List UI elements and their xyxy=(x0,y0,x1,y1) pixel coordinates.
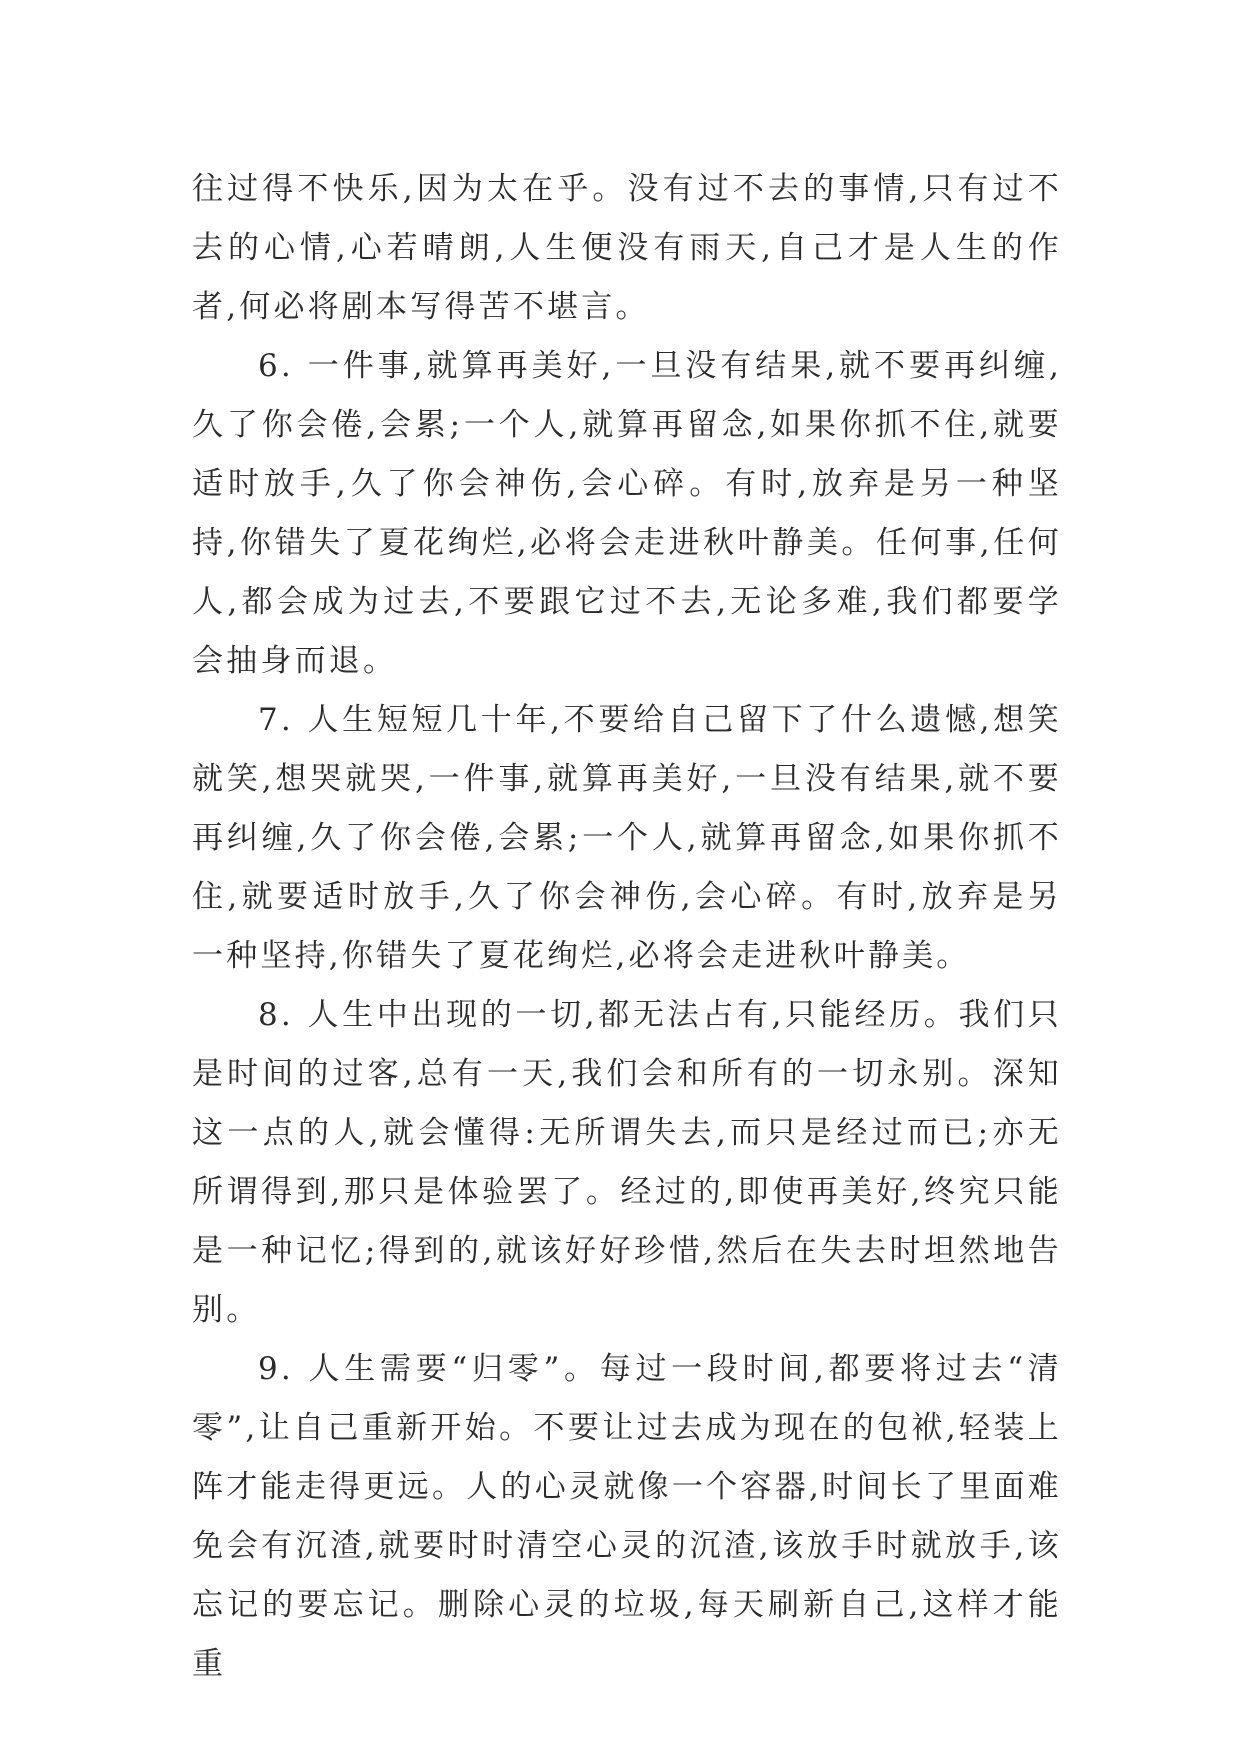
paragraph-continuation: 往过得不快乐,因为太在乎。没有过不去的事情,只有过不去的心情,心若晴朗,人生便没有雨天,自己才是人生的作者,何必将剧本写得苦不堪言。 xyxy=(192,171,1062,325)
document-body xyxy=(192,160,1062,1694)
paragraph-item-6: 6. 一件事,就算再美好,一旦没有结果,就不要再纠缠,久了你会倦,会累;一个人,就算再留念,如果你抓不住,就要适时放手,久了你会神伤,会心碎。有时,放弃是另一种坚持,你错失了夏花绚烂,必将会走进秋叶静美。任何事,任何人,都会成为过去,不要跟它过不去,无论多难,我们都要学会抽身而退。 xyxy=(192,348,1062,679)
paragraph-item-8: 8. 人生中出现的一切,都无法占有,只能经历。我们只是时间的过客,总有一天,我们会和所有的一切永别。深知这一点的人,就会懂得:无所谓失去,而只是经过而已;亦无所谓得到,那只是体验罢了。经过的,即使再美好,终究只能是一种记忆;得到的,就该好好珍惜,然后在失去时坦然地告别。 xyxy=(192,997,1062,1328)
paragraph-item-7: 7. 人生短短几十年,不要给自己留下了什么遗憾,想笑就笑,想哭就哭,一件事,就算再美好,一旦没有结果,就不要再纠缠,久了你会倦,会累;一个人,就算再留念,如果你抓不住,就要适时放手,久了你会神伤,会心碎。有时,放弃是另一种坚持,你错失了夏花绚烂,必将会走进秋叶静美。 xyxy=(192,702,1062,974)
paragraph-item-9: 9. 人生需要“归零”。每过一段时间,都要将过去“清零”,让自己重新开始。不要让过去成为现在的包袱,轻装上阵才能走得更远。人的心灵就像一个容器,时间长了里面难免会有沉渣,就要时时清空心灵的沉渣,该放手时就放手,该忘记的要忘记。删除心灵的垃圾,每天刷新自己,这样才能重 xyxy=(192,1351,1062,1682)
